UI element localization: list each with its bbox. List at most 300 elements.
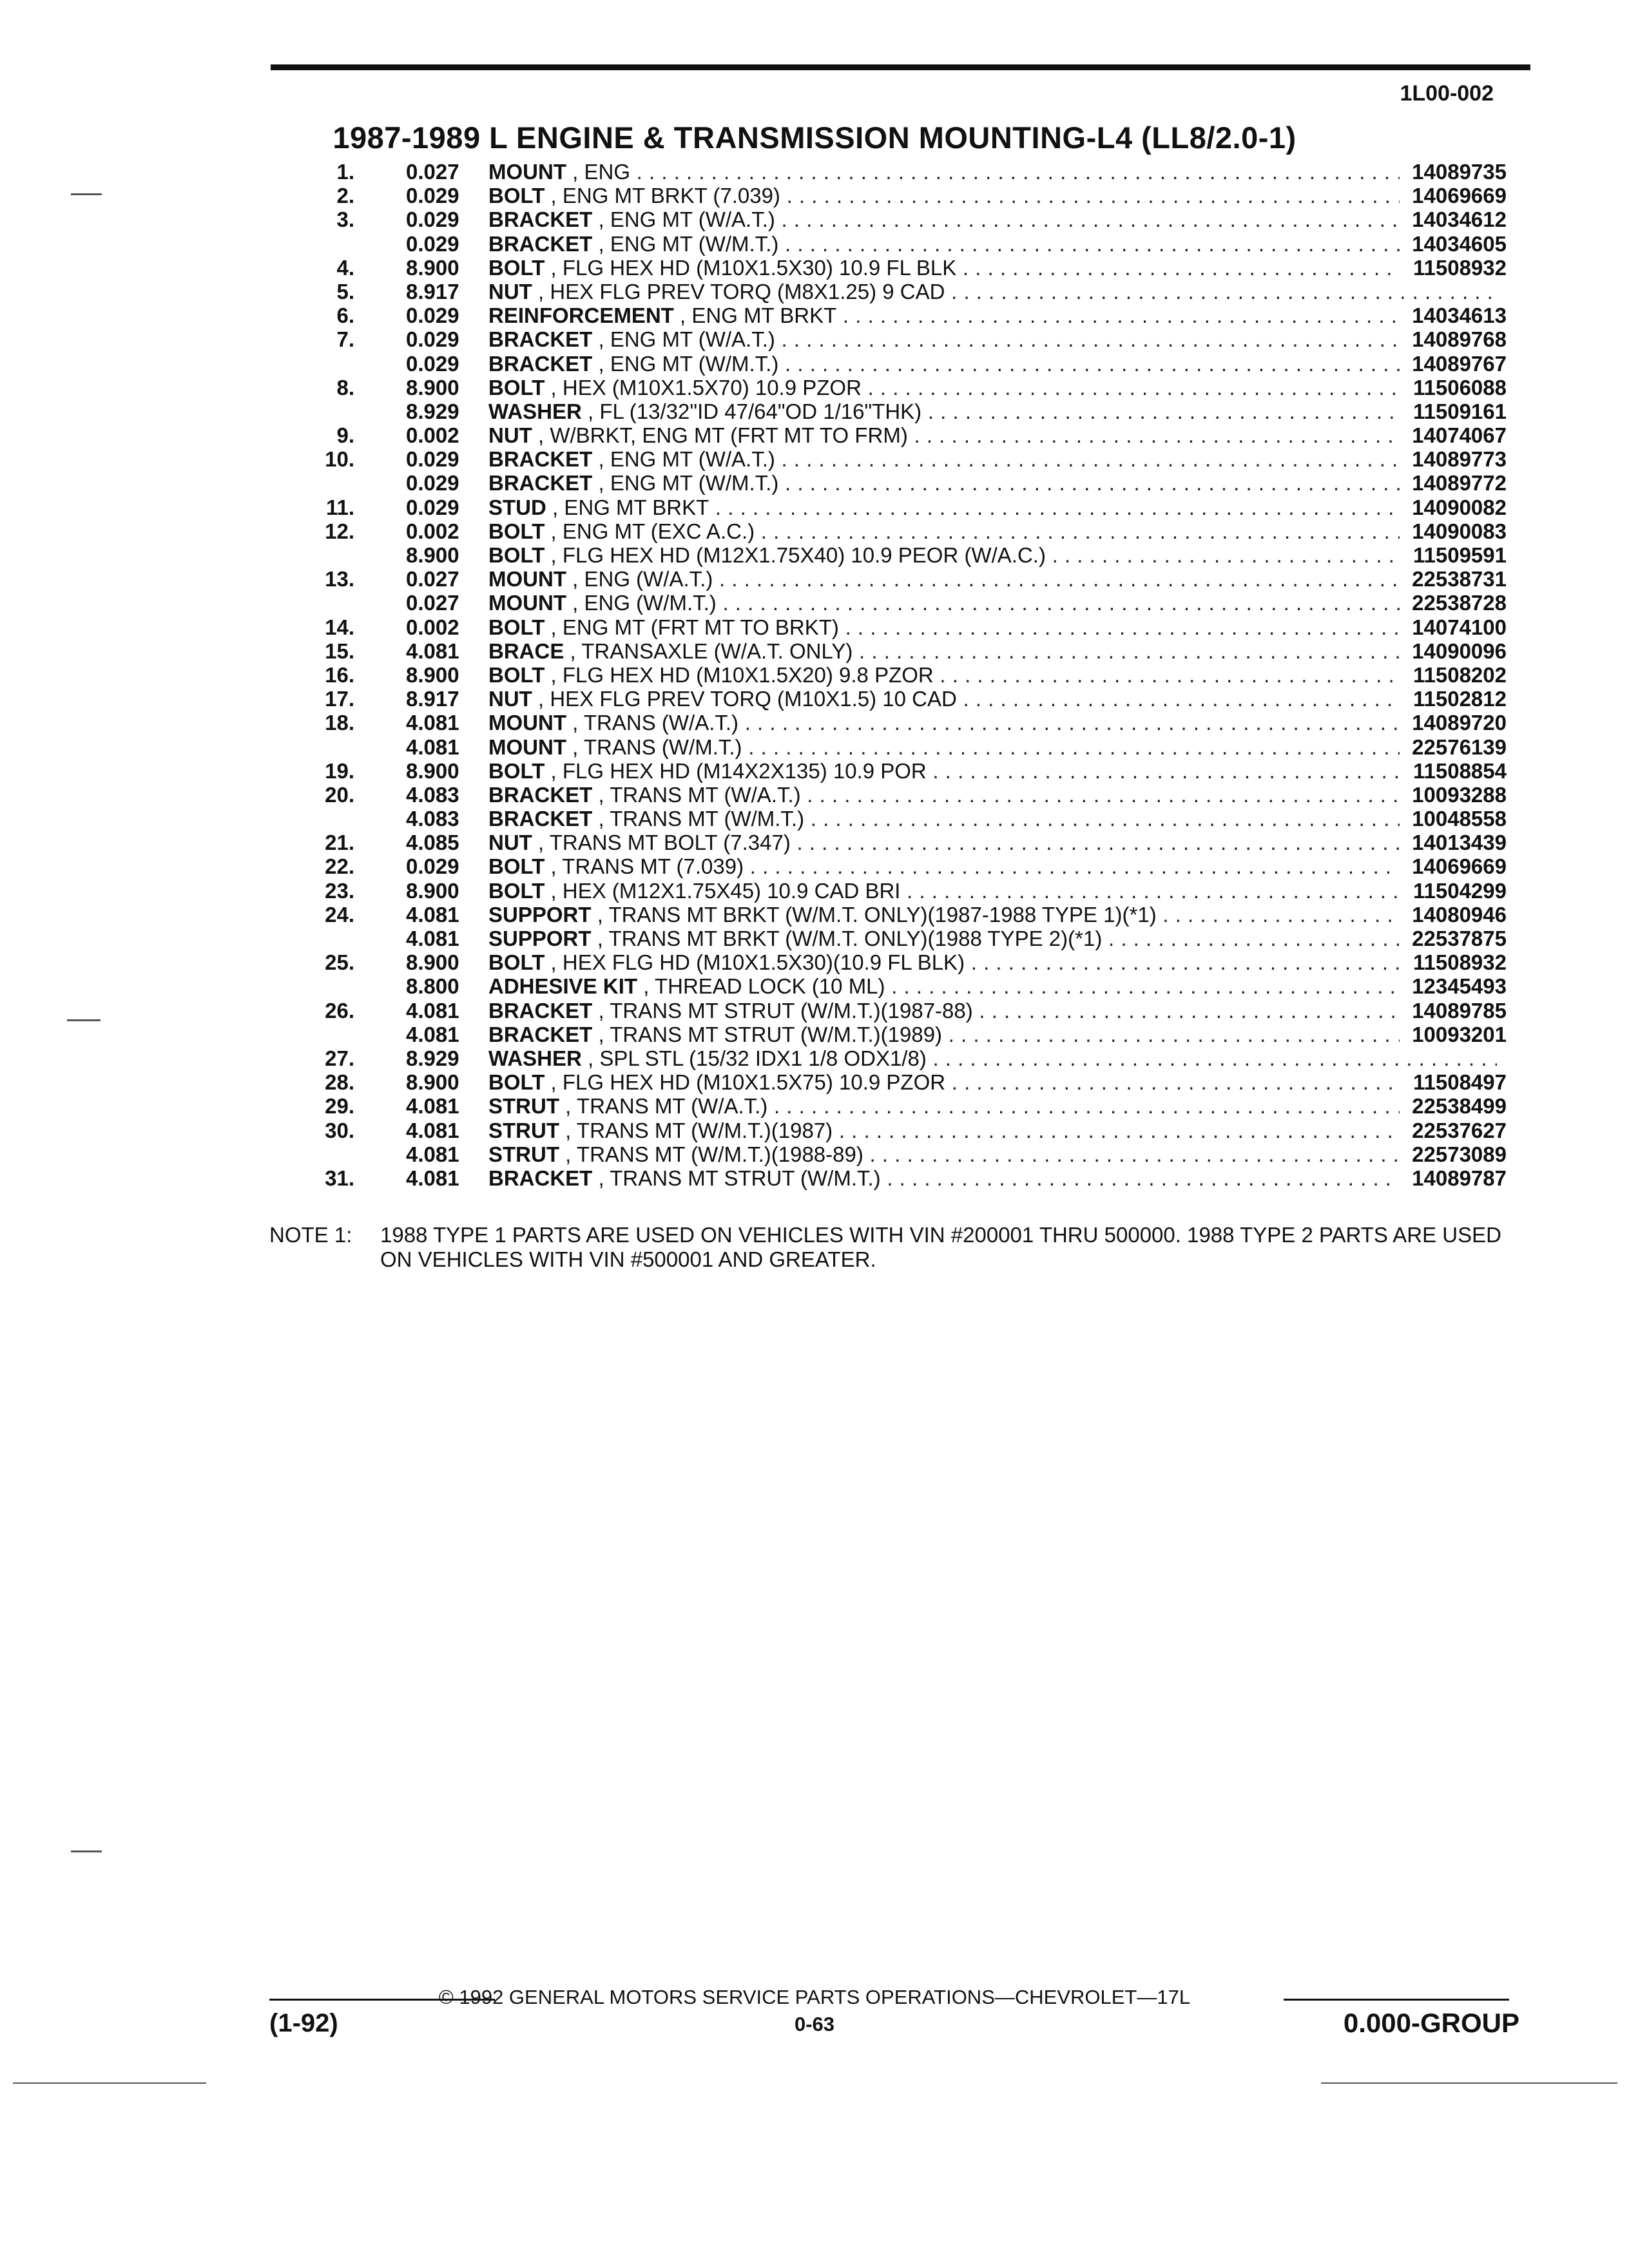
part-detail: , FLG HEX HD (M14X2X135) 10.9 POR — [545, 758, 927, 783]
part-description — [488, 1023, 1497, 1046]
part-detail: , TRANS MT (W/M.T.)(1988-89) — [559, 1142, 863, 1166]
group-number: 0.029 — [406, 495, 459, 519]
part-description — [488, 567, 1497, 591]
part-row — [0, 735, 1629, 759]
part-row — [0, 927, 1629, 950]
part-name: BRACKET — [488, 998, 593, 1023]
part-description — [488, 903, 1497, 927]
part-row — [0, 1142, 1629, 1166]
group-number: 0.027 — [406, 567, 459, 591]
part-detail: , ENG (W/A.T.) — [566, 567, 713, 591]
part-number: 14080946 — [1400, 903, 1507, 927]
part-row — [0, 639, 1629, 663]
part-description — [488, 999, 1497, 1023]
part-detail: , TRANS MT STRUT (W/M.T.)(1987-88) — [592, 998, 973, 1023]
group-number: 4.081 — [406, 711, 459, 735]
part-number: 11504299 — [1400, 879, 1507, 903]
group-number: 8.900 — [406, 543, 459, 567]
part-name: BOLT — [488, 255, 545, 280]
part-row — [0, 807, 1629, 831]
item-number: 21. — [325, 831, 354, 855]
part-name: BRACKET — [488, 351, 593, 376]
part-detail: , TRANS MT STRUT (W/M.T.) — [592, 1166, 881, 1190]
page-code: 1L00-002 — [1400, 81, 1494, 106]
part-detail: , FLG HEX HD (M10X1.5X30) 10.9 FL BLK — [545, 255, 957, 280]
part-detail: , TRANS (W/M.T.) — [566, 735, 742, 759]
part-detail: , FL (13/32"ID 47/64"OD 1/16"THK) — [581, 399, 922, 423]
part-row — [0, 854, 1629, 878]
part-name: MOUNT — [488, 711, 566, 735]
item-number: 8. — [336, 375, 354, 399]
group-number: 8.900 — [406, 662, 459, 687]
part-row — [0, 711, 1629, 735]
part-row — [0, 1023, 1629, 1046]
part-row — [0, 591, 1629, 615]
part-description — [488, 376, 1497, 399]
part-number: 11508202 — [1400, 663, 1507, 687]
part-description — [488, 160, 1497, 184]
part-name: MOUNT — [488, 735, 566, 759]
item-number: 29. — [325, 1094, 354, 1119]
part-row — [0, 352, 1629, 376]
part-description — [488, 783, 1497, 807]
part-row — [0, 280, 1629, 303]
part-number: 11509161 — [1400, 399, 1507, 423]
part-number: 11509591 — [1400, 543, 1507, 567]
part-description — [488, 807, 1497, 831]
parts-list — [0, 160, 1629, 1190]
part-row — [0, 256, 1629, 280]
scan-edge-mark — [1321, 2082, 1617, 2084]
part-description — [488, 591, 1497, 615]
part-name: BRACKET — [488, 807, 593, 831]
part-row — [0, 232, 1629, 256]
header-rule — [271, 64, 1530, 70]
part-name: STRUT — [488, 1118, 559, 1142]
part-description — [488, 711, 1497, 735]
group-number: 0.029 — [406, 303, 459, 328]
group-number: 8.929 — [406, 399, 459, 423]
part-detail: , ENG — [566, 160, 631, 184]
part-name: BRACKET — [488, 471, 593, 495]
part-description — [488, 327, 1497, 351]
part-description — [488, 543, 1497, 567]
item-number: 16. — [325, 662, 354, 687]
part-detail: , ENG MT (W/M.T.) — [592, 471, 779, 495]
item-number: 1. — [336, 160, 354, 184]
group-number: 0.029 — [406, 184, 459, 208]
item-number: 31. — [325, 1166, 354, 1190]
item-number: 23. — [325, 878, 354, 903]
part-row — [0, 879, 1629, 903]
punch-mark — [71, 193, 102, 195]
part-row — [0, 831, 1629, 854]
part-name: BOLT — [488, 543, 545, 567]
group-number: 4.081 — [406, 639, 459, 663]
part-name: BRACKET — [488, 327, 593, 352]
part-row — [0, 783, 1629, 807]
part-description — [488, 687, 1497, 711]
part-description — [488, 399, 1497, 423]
footer-group: 0.000-GROUP — [1343, 2008, 1519, 2038]
part-row — [0, 327, 1629, 351]
item-number: 5. — [336, 279, 354, 303]
part-detail: , ENG MT BRKT — [673, 303, 837, 328]
part-detail: , ENG MT BRKT (7.039) — [545, 184, 780, 208]
part-name: WASHER — [488, 1046, 582, 1070]
group-number: 4.081 — [406, 927, 459, 950]
part-name: BOLT — [488, 1070, 545, 1095]
item-number: 4. — [336, 255, 354, 280]
part-description — [488, 303, 1497, 327]
part-number: 22538728 — [1400, 591, 1507, 615]
part-description — [488, 854, 1497, 878]
part-description — [488, 759, 1497, 783]
part-detail: , TRANS MT (7.039) — [545, 854, 744, 879]
group-number: 8.900 — [406, 1070, 459, 1095]
item-number: 14. — [325, 615, 354, 639]
group-number: 0.029 — [406, 854, 459, 879]
group-number: 8.900 — [406, 950, 459, 975]
part-number: 14089773 — [1400, 447, 1507, 471]
part-description — [488, 256, 1497, 280]
part-detail: , ENG MT (FRT MT TO BRKT) — [545, 615, 839, 639]
part-detail: , TRANS MT (W/A.T.) — [592, 782, 801, 807]
part-row — [0, 376, 1629, 399]
item-number: 17. — [325, 687, 354, 711]
part-name: STRUT — [488, 1094, 559, 1119]
item-number: 28. — [325, 1070, 354, 1095]
part-description — [488, 1119, 1497, 1142]
punch-mark — [67, 1019, 101, 1021]
part-name: BRACE — [488, 639, 564, 663]
part-name: BOLT — [488, 519, 545, 543]
item-number: 27. — [325, 1046, 354, 1070]
item-number: 11. — [325, 495, 354, 519]
part-detail: , TRANS MT (W/A.T.) — [559, 1094, 768, 1119]
group-number: 0.027 — [406, 160, 459, 184]
part-detail: , SPL STL (15/32 IDX1 1/8 ODX1/8) — [581, 1046, 927, 1070]
part-row — [0, 303, 1629, 327]
group-number: 0.029 — [406, 447, 459, 472]
part-description — [488, 423, 1497, 447]
part-detail: , ENG MT (W/M.T.) — [592, 351, 779, 376]
part-description — [488, 974, 1497, 998]
part-number: 14034605 — [1400, 232, 1507, 256]
part-description — [488, 471, 1497, 495]
footer-page-number: 0-63 — [794, 2013, 835, 2035]
part-description — [488, 879, 1497, 903]
part-detail: , THREAD LOCK (10 ML) — [637, 974, 885, 999]
part-name: STUD — [488, 495, 546, 519]
group-number: 0.029 — [406, 327, 459, 352]
item-number: 25. — [325, 950, 354, 975]
part-description — [488, 1070, 1497, 1094]
part-number: 14074067 — [1400, 423, 1507, 447]
part-description — [488, 280, 1497, 303]
part-description — [488, 207, 1497, 231]
group-number: 8.900 — [406, 878, 459, 903]
group-number: 0.027 — [406, 591, 459, 615]
part-row — [0, 759, 1629, 783]
part-row — [0, 567, 1629, 591]
group-number: 0.029 — [406, 231, 459, 256]
part-number: 22538499 — [1400, 1094, 1507, 1118]
part-name: MOUNT — [488, 591, 566, 615]
part-description — [488, 1046, 1497, 1070]
item-number: 15. — [325, 639, 354, 663]
part-detail: , TRANS MT STRUT (W/M.T.)(1989) — [592, 1022, 943, 1046]
part-detail: , ENG MT (W/A.T.) — [592, 447, 775, 472]
part-description — [488, 232, 1497, 256]
part-name: BOLT — [488, 184, 545, 208]
part-name: MOUNT — [488, 160, 566, 184]
part-name: BOLT — [488, 662, 545, 687]
item-number: 20. — [325, 782, 354, 807]
part-number: 22573089 — [1400, 1142, 1507, 1166]
part-name: BOLT — [488, 375, 545, 399]
part-number: 14090082 — [1400, 495, 1507, 519]
part-name: NUT — [488, 279, 532, 303]
part-detail: , TRANS MT (W/M.T.)(1987) — [559, 1118, 833, 1142]
part-name: MOUNT — [488, 567, 566, 591]
part-number: 14089768 — [1400, 327, 1507, 351]
part-detail: , TRANS MT (W/M.T.) — [592, 807, 805, 831]
part-detail: , ENG MT BRKT — [546, 495, 709, 519]
part-name: BRACKET — [488, 231, 593, 256]
group-number: 4.081 — [406, 1094, 459, 1119]
note-label: NOTE 1: — [269, 1223, 352, 1247]
part-number: 14089735 — [1400, 160, 1507, 184]
part-description — [488, 519, 1497, 543]
part-number: 11502812 — [1400, 687, 1507, 711]
part-number: 10093288 — [1400, 783, 1507, 807]
part-number: 14089720 — [1400, 711, 1507, 735]
group-number: 4.081 — [406, 902, 459, 927]
group-number: 4.085 — [406, 831, 459, 855]
part-number: 14013439 — [1400, 831, 1507, 854]
item-number: 2. — [336, 184, 354, 208]
part-detail: , HEX (M10X1.5X70) 10.9 PZOR — [545, 375, 862, 399]
part-name: STRUT — [488, 1142, 559, 1166]
part-row — [0, 1094, 1629, 1118]
part-row — [0, 184, 1629, 207]
part-detail: , HEX (M12X1.75X45) 10.9 CAD BRI — [545, 878, 901, 903]
footer-copyright: © 1992 GENERAL MOTORS SERVICE PARTS OPERATIONS—CHEVROLET—17L — [438, 1986, 1191, 2008]
part-name: NUT — [488, 687, 532, 711]
item-number: 26. — [325, 998, 354, 1023]
part-detail: , TRANS MT BRKT (W/M.T. ONLY)(1988 TYPE 2)(*1) — [591, 927, 1103, 950]
group-number: 4.081 — [406, 998, 459, 1023]
part-row — [0, 950, 1629, 974]
group-number: 8.917 — [406, 687, 459, 711]
part-description — [488, 831, 1497, 854]
part-name: SUPPORT — [488, 927, 592, 950]
item-number: 19. — [325, 758, 354, 783]
part-name: BRACKET — [488, 207, 593, 232]
part-detail: , ENG (W/M.T.) — [566, 591, 717, 615]
item-number: 9. — [336, 423, 354, 448]
part-name: BOLT — [488, 950, 545, 975]
group-number: 8.800 — [406, 974, 459, 999]
part-description — [488, 352, 1497, 376]
part-detail: , FLG HEX HD (M12X1.75X40) 10.9 PEOR (W/A.C.) — [545, 543, 1046, 567]
part-row — [0, 543, 1629, 567]
part-number: 11508497 — [1400, 1070, 1507, 1094]
part-row — [0, 447, 1629, 471]
part-description — [488, 184, 1497, 207]
part-detail: , FLG HEX HD (M10X1.5X20) 9.8 PZOR — [545, 662, 934, 687]
group-number: 0.029 — [406, 207, 459, 232]
part-name: BRACKET — [488, 1022, 593, 1046]
part-row — [0, 1046, 1629, 1070]
group-number: 4.081 — [406, 735, 459, 759]
item-number: 10. — [325, 447, 354, 472]
part-detail: , ENG MT (W/A.T.) — [592, 327, 775, 352]
item-number: 13. — [325, 567, 354, 591]
part-row — [0, 1119, 1629, 1142]
part-detail: , W/BRKT, ENG MT (FRT MT TO FRM) — [532, 423, 908, 448]
part-description — [488, 1094, 1497, 1118]
part-row — [0, 615, 1629, 639]
part-number: 10048558 — [1400, 807, 1507, 831]
part-detail: , ENG MT (W/M.T.) — [592, 231, 779, 256]
part-name: BOLT — [488, 878, 545, 903]
part-detail: , HEX FLG PREV TORQ (M10X1.5) 10 CAD — [532, 687, 957, 711]
note-text: 1988 TYPE 1 PARTS ARE USED ON VEHICLES WITH VIN #200001 THRU 500000. 1988 TYPE 2 PARTS ARE USED ON VEHICLES WITH VIN #500001 AND GREATER. — [380, 1223, 1501, 1271]
part-number: 14089772 — [1400, 471, 1507, 495]
group-number: 4.081 — [406, 1118, 459, 1142]
group-number: 4.081 — [406, 1166, 459, 1190]
part-name: BRACKET — [488, 447, 593, 472]
part-number: 14089767 — [1400, 352, 1507, 376]
part-number: 14074100 — [1400, 615, 1507, 639]
part-number: 10093201 — [1400, 1023, 1507, 1046]
part-name: WASHER — [488, 399, 582, 423]
part-description — [488, 495, 1497, 519]
page-title: 1987-1989 L ENGINE & TRANSMISSION MOUNTING-L4 (LL8/2.0-1) — [333, 120, 1296, 155]
footer-date-code: (1-92) — [269, 2009, 338, 2037]
group-number: 8.900 — [406, 375, 459, 399]
part-number: 22537627 — [1400, 1119, 1507, 1142]
part-name: ADHESIVE KIT — [488, 974, 638, 999]
part-row — [0, 160, 1629, 184]
group-number: 8.917 — [406, 279, 459, 303]
item-number: 6. — [336, 303, 354, 328]
group-number: 0.029 — [406, 351, 459, 376]
part-description — [488, 950, 1497, 974]
part-description — [488, 639, 1497, 663]
group-number: 4.083 — [406, 807, 459, 831]
item-number: 7. — [336, 327, 354, 352]
part-number: 22537875 — [1400, 927, 1507, 950]
part-row — [0, 207, 1629, 231]
part-description — [488, 1142, 1497, 1166]
part-number: 14089785 — [1400, 999, 1507, 1023]
part-name: BOLT — [488, 854, 545, 879]
part-number: 14069669 — [1400, 184, 1507, 207]
part-number: 14034613 — [1400, 303, 1507, 327]
item-number: 30. — [325, 1118, 354, 1142]
part-number: 11508932 — [1400, 950, 1507, 974]
part-row — [0, 999, 1629, 1023]
part-number: 12345493 — [1400, 974, 1507, 998]
part-detail: , TRANS MT BRKT (W/M.T. ONLY)(1987-1988 TYPE 1)(*1) — [591, 902, 1157, 927]
item-number: 22. — [325, 854, 354, 879]
part-detail: , TRANS MT BOLT (7.347) — [532, 831, 791, 855]
part-detail: , HEX FLG HD (M10X1.5X30)(10.9 FL BLK) — [545, 950, 965, 975]
group-number: 4.083 — [406, 782, 459, 807]
part-row — [0, 471, 1629, 495]
part-number: 14034612 — [1400, 207, 1507, 231]
part-row — [0, 974, 1629, 998]
group-number: 8.900 — [406, 758, 459, 783]
part-row — [0, 519, 1629, 543]
part-description — [488, 735, 1497, 759]
part-detail: , FLG HEX HD (M10X1.5X75) 10.9 PZOR — [545, 1070, 946, 1095]
group-number: 8.900 — [406, 255, 459, 280]
part-detail: , ENG MT (EXC A.C.) — [545, 519, 755, 543]
part-number: 14090083 — [1400, 519, 1507, 543]
group-number: 4.081 — [406, 1142, 459, 1166]
part-number: 11508854 — [1400, 759, 1507, 783]
part-name: REINFORCEMENT — [488, 303, 674, 328]
part-description — [488, 927, 1497, 950]
part-row — [0, 1166, 1629, 1190]
part-number: 14090096 — [1400, 639, 1507, 663]
part-detail: , TRANSAXLE (W/A.T. ONLY) — [564, 639, 853, 663]
part-row — [0, 663, 1629, 687]
part-detail: , TRANS (W/A.T.) — [566, 711, 739, 735]
part-row — [0, 399, 1629, 423]
part-description — [488, 663, 1497, 687]
part-number: 22576139 — [1400, 735, 1507, 759]
part-number: 14069669 — [1400, 854, 1507, 878]
part-row — [0, 423, 1629, 447]
part-row — [0, 495, 1629, 519]
part-row — [0, 687, 1629, 711]
part-name: BRACKET — [488, 1166, 593, 1190]
item-number: 18. — [325, 711, 354, 735]
group-number: 4.081 — [406, 1022, 459, 1046]
part-name: BOLT — [488, 758, 545, 783]
part-description — [488, 447, 1497, 471]
part-name: BRACKET — [488, 782, 593, 807]
punch-mark — [71, 1850, 102, 1852]
part-description — [488, 1166, 1497, 1190]
group-number: 8.929 — [406, 1046, 459, 1070]
part-name: NUT — [488, 831, 532, 855]
part-number: 11506088 — [1400, 376, 1507, 399]
group-number: 0.002 — [406, 615, 459, 639]
scan-edge-mark — [13, 2082, 206, 2084]
part-number: 14089787 — [1400, 1166, 1507, 1190]
part-description — [488, 615, 1497, 639]
part-number: 22538731 — [1400, 567, 1507, 591]
item-number: 12. — [325, 519, 354, 543]
part-detail: , ENG MT (W/A.T.) — [592, 207, 775, 232]
part-name: BOLT — [488, 615, 545, 639]
group-number: 0.029 — [406, 471, 459, 495]
part-row — [0, 1070, 1629, 1094]
item-number: 24. — [325, 902, 354, 927]
part-number: 11508932 — [1400, 256, 1507, 280]
part-name: SUPPORT — [488, 902, 592, 927]
part-row — [0, 903, 1629, 927]
item-number: 3. — [336, 207, 354, 232]
group-number: 0.002 — [406, 519, 459, 543]
part-detail: , HEX FLG PREV TORQ (M8X1.25) 9 CAD — [532, 279, 945, 303]
